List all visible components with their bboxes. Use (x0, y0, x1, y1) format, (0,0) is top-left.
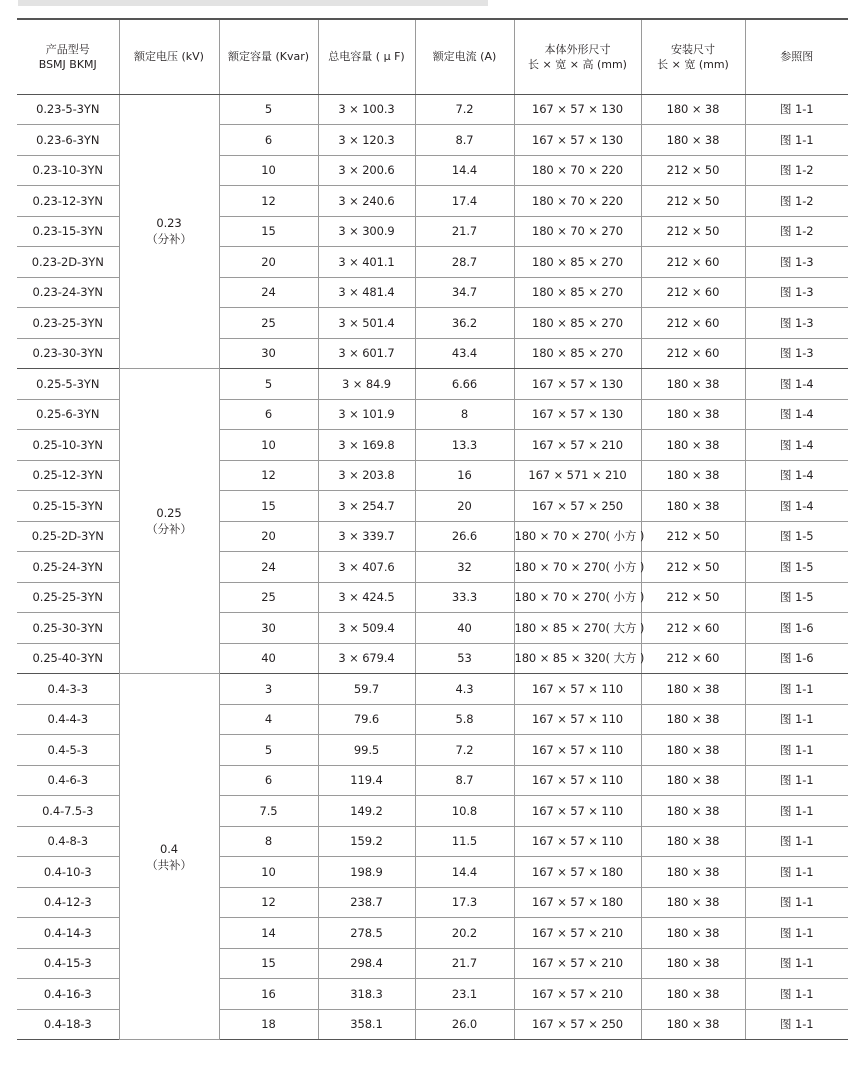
cell-current: 40 (415, 613, 514, 644)
cell-reference-figure: 图 1-4 (745, 369, 848, 400)
cell-model: 0.4-6-3 (17, 765, 119, 796)
cell-capacity: 12 (219, 186, 318, 217)
cell-install-size: 180 × 38 (641, 765, 745, 796)
cell-reference-figure: 图 1-1 (745, 1009, 848, 1040)
cell-install-size: 180 × 38 (641, 430, 745, 461)
cell-total-capacitance: 3 × 601.7 (318, 338, 415, 369)
cell-capacity: 40 (219, 643, 318, 674)
cell-capacity: 24 (219, 552, 318, 583)
voltage-group-cell: 0.23 （分补） (119, 94, 219, 369)
cell-body-size: 167 × 57 × 130 (514, 125, 641, 156)
cell-body-size: 167 × 57 × 250 (514, 1009, 641, 1040)
cell-total-capacitance: 99.5 (318, 735, 415, 766)
table-row (17, 94, 848, 125)
cell-current: 17.4 (415, 186, 514, 217)
cell-body-size: 167 × 57 × 110 (514, 796, 641, 827)
cell-current: 14.4 (415, 857, 514, 888)
cell-reference-figure: 图 1-1 (745, 979, 848, 1010)
cell-model: 0.25-10-3YN (17, 430, 119, 461)
cell-current: 20.2 (415, 918, 514, 949)
cell-body-size: 180 × 85 × 320( 大方 ) (514, 643, 641, 674)
cell-install-size: 180 × 38 (641, 796, 745, 827)
cell-current: 6.66 (415, 369, 514, 400)
cell-total-capacitance: 318.3 (318, 979, 415, 1010)
cell-model: 0.23-10-3YN (17, 155, 119, 186)
cell-capacity: 12 (219, 460, 318, 491)
cell-total-capacitance: 3 × 84.9 (318, 369, 415, 400)
cell-install-size: 212 × 50 (641, 155, 745, 186)
cell-current: 7.2 (415, 735, 514, 766)
cell-reference-figure: 图 1-4 (745, 399, 848, 430)
cell-capacity: 5 (219, 94, 318, 125)
cell-capacity: 3 (219, 674, 318, 705)
cell-current: 43.4 (415, 338, 514, 369)
cell-total-capacitance: 298.4 (318, 948, 415, 979)
cell-total-capacitance: 3 × 501.4 (318, 308, 415, 339)
header-current: 额定电流 (A) (415, 19, 514, 94)
cell-model: 0.25-40-3YN (17, 643, 119, 674)
cell-current: 21.7 (415, 216, 514, 247)
cell-install-size: 212 × 60 (641, 643, 745, 674)
cell-model: 0.23-25-3YN (17, 308, 119, 339)
cell-capacity: 10 (219, 155, 318, 186)
cell-body-size: 167 × 57 × 250 (514, 491, 641, 522)
cell-capacity: 20 (219, 247, 318, 278)
cell-current: 8.7 (415, 765, 514, 796)
cell-reference-figure: 图 1-4 (745, 491, 848, 522)
cell-current: 53 (415, 643, 514, 674)
cell-body-size: 180 × 70 × 220 (514, 186, 641, 217)
cell-capacity: 5 (219, 369, 318, 400)
cell-body-size: 180 × 85 × 270 (514, 277, 641, 308)
cell-capacity: 24 (219, 277, 318, 308)
cell-model: 0.25-6-3YN (17, 399, 119, 430)
cell-capacity: 25 (219, 582, 318, 613)
cell-install-size: 180 × 38 (641, 125, 745, 156)
cell-current: 8.7 (415, 125, 514, 156)
cell-body-size: 180 × 85 × 270 (514, 247, 641, 278)
cell-capacity: 7.5 (219, 796, 318, 827)
cell-reference-figure: 图 1-1 (745, 948, 848, 979)
cell-current: 26.0 (415, 1009, 514, 1040)
cell-model: 0.4-5-3 (17, 735, 119, 766)
cell-model: 0.25-12-3YN (17, 460, 119, 491)
cell-model: 0.25-5-3YN (17, 369, 119, 400)
cell-install-size: 212 × 50 (641, 521, 745, 552)
cell-model: 0.23-5-3YN (17, 94, 119, 125)
cell-total-capacitance: 3 × 200.6 (318, 155, 415, 186)
cell-install-size: 180 × 38 (641, 369, 745, 400)
cell-install-size: 180 × 38 (641, 979, 745, 1010)
cell-current: 16 (415, 460, 514, 491)
cell-reference-figure: 图 1-1 (745, 857, 848, 888)
cell-model: 0.23-30-3YN (17, 338, 119, 369)
cell-total-capacitance: 159.2 (318, 826, 415, 857)
cell-model: 0.25-15-3YN (17, 491, 119, 522)
table-row (17, 369, 848, 400)
cell-install-size: 180 × 38 (641, 948, 745, 979)
cell-model: 0.4-18-3 (17, 1009, 119, 1040)
cell-install-size: 212 × 60 (641, 613, 745, 644)
cell-body-size: 180 × 70 × 270 (514, 216, 641, 247)
cell-reference-figure: 图 1-2 (745, 216, 848, 247)
cell-install-size: 180 × 38 (641, 399, 745, 430)
cell-reference-figure: 图 1-1 (745, 735, 848, 766)
voltage-group-cell: 0.4 （共补） (119, 674, 219, 1040)
cell-capacity: 18 (219, 1009, 318, 1040)
cell-reference-figure: 图 1-1 (745, 887, 848, 918)
cell-model: 0.23-2D-3YN (17, 247, 119, 278)
cell-body-size: 180 × 70 × 220 (514, 155, 641, 186)
table-body (17, 94, 848, 1040)
cell-reference-figure: 图 1-2 (745, 155, 848, 186)
cell-reference-figure: 图 1-1 (745, 674, 848, 705)
cell-install-size: 180 × 38 (641, 735, 745, 766)
cell-install-size: 212 × 50 (641, 582, 745, 613)
cell-model: 0.4-10-3 (17, 857, 119, 888)
cell-capacity: 15 (219, 216, 318, 247)
cell-current: 21.7 (415, 948, 514, 979)
cell-body-size: 167 × 57 × 110 (514, 735, 641, 766)
cell-capacity: 6 (219, 125, 318, 156)
cell-reference-figure: 图 1-1 (745, 765, 848, 796)
cell-capacity: 25 (219, 308, 318, 339)
cell-capacity: 30 (219, 613, 318, 644)
cell-install-size: 180 × 38 (641, 674, 745, 705)
cell-current: 10.8 (415, 796, 514, 827)
cell-total-capacitance: 3 × 254.7 (318, 491, 415, 522)
cell-model: 0.23-12-3YN (17, 186, 119, 217)
cell-install-size: 180 × 38 (641, 704, 745, 735)
capacitor-spec-table (17, 18, 848, 1040)
cell-current: 7.2 (415, 94, 514, 125)
cell-total-capacitance: 119.4 (318, 765, 415, 796)
header-body-size: 本体外形尺寸 长 × 宽 × 高 (mm) (514, 19, 641, 94)
cell-install-size: 180 × 38 (641, 94, 745, 125)
cell-body-size: 167 × 57 × 180 (514, 857, 641, 888)
cell-install-size: 180 × 38 (641, 1009, 745, 1040)
top-decoration-bar (18, 0, 488, 6)
cell-body-size: 180 × 85 × 270( 大方 ) (514, 613, 641, 644)
cell-body-size: 180 × 70 × 270( 小方 ) (514, 521, 641, 552)
cell-body-size: 180 × 85 × 270 (514, 338, 641, 369)
cell-body-size: 167 × 57 × 210 (514, 430, 641, 461)
cell-body-size: 167 × 57 × 130 (514, 369, 641, 400)
cell-body-size: 167 × 57 × 210 (514, 979, 641, 1010)
cell-model: 0.4-8-3 (17, 826, 119, 857)
cell-body-size: 180 × 70 × 270( 小方 ) (514, 552, 641, 583)
cell-capacity: 30 (219, 338, 318, 369)
cell-capacity: 5 (219, 735, 318, 766)
cell-body-size: 167 × 57 × 130 (514, 399, 641, 430)
cell-install-size: 212 × 60 (641, 338, 745, 369)
cell-capacity: 10 (219, 857, 318, 888)
table-row (17, 674, 848, 705)
cell-current: 20 (415, 491, 514, 522)
cell-total-capacitance: 3 × 100.3 (318, 94, 415, 125)
header-total-capacitance: 总电容量 ( μ F) (318, 19, 415, 94)
cell-body-size: 180 × 85 × 270 (514, 308, 641, 339)
cell-body-size: 167 × 57 × 110 (514, 826, 641, 857)
cell-model: 0.4-7.5-3 (17, 796, 119, 827)
cell-model: 0.23-24-3YN (17, 277, 119, 308)
header-reference-figure: 参照图 (745, 19, 848, 94)
cell-reference-figure: 图 1-1 (745, 125, 848, 156)
cell-capacity: 4 (219, 704, 318, 735)
cell-body-size: 167 × 57 × 130 (514, 94, 641, 125)
cell-current: 13.3 (415, 430, 514, 461)
cell-current: 28.7 (415, 247, 514, 278)
cell-body-size: 167 × 57 × 210 (514, 918, 641, 949)
cell-model: 0.25-24-3YN (17, 552, 119, 583)
cell-total-capacitance: 3 × 101.9 (318, 399, 415, 430)
cell-reference-figure: 图 1-3 (745, 277, 848, 308)
cell-total-capacitance: 149.2 (318, 796, 415, 827)
cell-model: 0.4-15-3 (17, 948, 119, 979)
cell-model: 0.4-14-3 (17, 918, 119, 949)
table-header-row (17, 19, 848, 94)
cell-total-capacitance: 3 × 169.8 (318, 430, 415, 461)
cell-current: 36.2 (415, 308, 514, 339)
cell-current: 23.1 (415, 979, 514, 1010)
cell-install-size: 212 × 50 (641, 552, 745, 583)
cell-reference-figure: 图 1-2 (745, 186, 848, 217)
cell-current: 5.8 (415, 704, 514, 735)
cell-capacity: 6 (219, 765, 318, 796)
cell-model: 0.25-2D-3YN (17, 521, 119, 552)
cell-reference-figure: 图 1-4 (745, 430, 848, 461)
header-capacity: 额定容量 (Kvar) (219, 19, 318, 94)
cell-total-capacitance: 3 × 120.3 (318, 125, 415, 156)
cell-reference-figure: 图 1-6 (745, 613, 848, 644)
cell-total-capacitance: 278.5 (318, 918, 415, 949)
cell-total-capacitance: 3 × 481.4 (318, 277, 415, 308)
cell-total-capacitance: 3 × 300.9 (318, 216, 415, 247)
cell-total-capacitance: 3 × 339.7 (318, 521, 415, 552)
cell-reference-figure: 图 1-3 (745, 308, 848, 339)
cell-capacity: 6 (219, 399, 318, 430)
cell-model: 0.4-3-3 (17, 674, 119, 705)
voltage-group-cell: 0.25 （分补） (119, 369, 219, 674)
cell-model: 0.25-25-3YN (17, 582, 119, 613)
cell-reference-figure: 图 1-1 (745, 796, 848, 827)
cell-total-capacitance: 198.9 (318, 857, 415, 888)
cell-total-capacitance: 3 × 401.1 (318, 247, 415, 278)
cell-total-capacitance: 3 × 509.4 (318, 613, 415, 644)
cell-current: 17.3 (415, 887, 514, 918)
cell-capacity: 20 (219, 521, 318, 552)
cell-install-size: 212 × 50 (641, 186, 745, 217)
cell-reference-figure: 图 1-6 (745, 643, 848, 674)
cell-install-size: 180 × 38 (641, 826, 745, 857)
cell-current: 33.3 (415, 582, 514, 613)
cell-body-size: 167 × 57 × 210 (514, 948, 641, 979)
cell-install-size: 212 × 60 (641, 277, 745, 308)
header-model: 产品型号 BSMJ BKMJ (17, 19, 119, 94)
cell-reference-figure: 图 1-5 (745, 552, 848, 583)
header-install-size: 安装尺寸 长 × 宽 (mm) (641, 19, 745, 94)
cell-capacity: 16 (219, 979, 318, 1010)
cell-current: 4.3 (415, 674, 514, 705)
cell-reference-figure: 图 1-4 (745, 460, 848, 491)
cell-body-size: 167 × 57 × 110 (514, 765, 641, 796)
cell-body-size: 167 × 571 × 210 (514, 460, 641, 491)
cell-install-size: 180 × 38 (641, 460, 745, 491)
cell-install-size: 180 × 38 (641, 857, 745, 888)
cell-install-size: 212 × 50 (641, 216, 745, 247)
cell-current: 14.4 (415, 155, 514, 186)
cell-total-capacitance: 358.1 (318, 1009, 415, 1040)
cell-install-size: 212 × 60 (641, 247, 745, 278)
cell-current: 34.7 (415, 277, 514, 308)
cell-model: 0.4-4-3 (17, 704, 119, 735)
cell-install-size: 212 × 60 (641, 308, 745, 339)
cell-reference-figure: 图 1-1 (745, 704, 848, 735)
cell-total-capacitance: 3 × 240.6 (318, 186, 415, 217)
cell-body-size: 167 × 57 × 110 (514, 674, 641, 705)
cell-reference-figure: 图 1-1 (745, 826, 848, 857)
cell-model: 0.4-12-3 (17, 887, 119, 918)
cell-total-capacitance: 3 × 424.5 (318, 582, 415, 613)
cell-install-size: 180 × 38 (641, 491, 745, 522)
cell-install-size: 180 × 38 (641, 918, 745, 949)
cell-model: 0.25-30-3YN (17, 613, 119, 644)
cell-capacity: 15 (219, 948, 318, 979)
cell-current: 32 (415, 552, 514, 583)
cell-total-capacitance: 59.7 (318, 674, 415, 705)
cell-capacity: 10 (219, 430, 318, 461)
cell-model: 0.23-6-3YN (17, 125, 119, 156)
cell-total-capacitance: 3 × 203.8 (318, 460, 415, 491)
cell-reference-figure: 图 1-3 (745, 338, 848, 369)
header-voltage: 额定电压 (kV) (119, 19, 219, 94)
cell-body-size: 167 × 57 × 110 (514, 704, 641, 735)
cell-reference-figure: 图 1-1 (745, 918, 848, 949)
cell-total-capacitance: 3 × 407.6 (318, 552, 415, 583)
cell-reference-figure: 图 1-3 (745, 247, 848, 278)
cell-body-size: 180 × 70 × 270( 小方 ) (514, 582, 641, 613)
cell-install-size: 180 × 38 (641, 887, 745, 918)
cell-current: 8 (415, 399, 514, 430)
cell-body-size: 167 × 57 × 180 (514, 887, 641, 918)
cell-model: 0.4-16-3 (17, 979, 119, 1010)
cell-total-capacitance: 238.7 (318, 887, 415, 918)
cell-current: 11.5 (415, 826, 514, 857)
cell-capacity: 15 (219, 491, 318, 522)
cell-capacity: 14 (219, 918, 318, 949)
cell-reference-figure: 图 1-5 (745, 582, 848, 613)
cell-current: 26.6 (415, 521, 514, 552)
cell-total-capacitance: 79.6 (318, 704, 415, 735)
cell-capacity: 12 (219, 887, 318, 918)
cell-reference-figure: 图 1-5 (745, 521, 848, 552)
cell-reference-figure: 图 1-1 (745, 94, 848, 125)
cell-total-capacitance: 3 × 679.4 (318, 643, 415, 674)
cell-model: 0.23-15-3YN (17, 216, 119, 247)
cell-capacity: 8 (219, 826, 318, 857)
